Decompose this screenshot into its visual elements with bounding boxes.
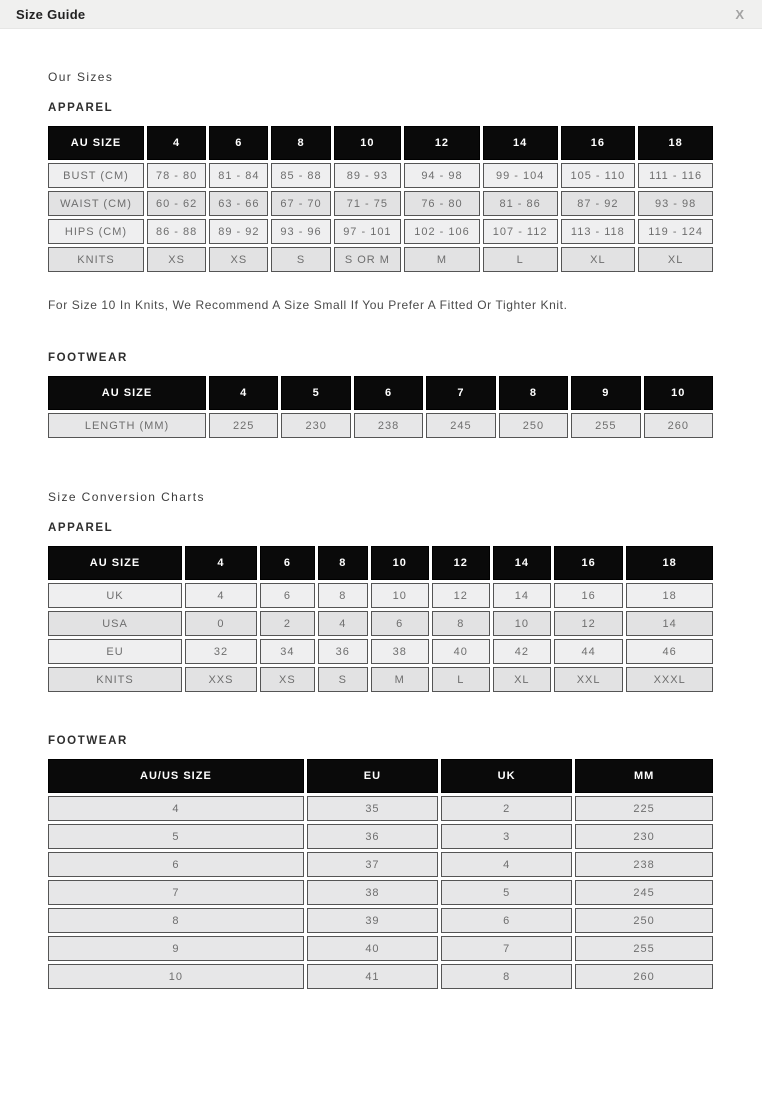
table-header-cell: 6 xyxy=(354,376,423,410)
table-cell: 7 xyxy=(441,936,572,961)
table-header-cell: 8 xyxy=(499,376,568,410)
table-row xyxy=(48,908,713,933)
size-table xyxy=(45,123,716,275)
table-cell: 10 xyxy=(48,964,304,989)
table-cell: 105 - 110 xyxy=(561,163,636,188)
table-cell: 230 xyxy=(575,824,713,849)
table-cell: 78 - 80 xyxy=(147,163,206,188)
table-header-cell: 5 xyxy=(281,376,350,410)
table-header-cell: 18 xyxy=(638,126,713,160)
our-sizes-footwear-table xyxy=(48,373,713,441)
table-cell: 71 - 75 xyxy=(334,191,401,216)
table-cell: 18 xyxy=(626,583,713,608)
table-cell: 36 xyxy=(307,824,438,849)
table-header-cell: AU SIZE xyxy=(48,126,144,160)
table-cell: 250 xyxy=(499,413,568,438)
table-cell: 40 xyxy=(432,639,490,664)
table-cell: 97 - 101 xyxy=(334,219,401,244)
table-header-cell: 16 xyxy=(561,126,636,160)
table-header-cell: 14 xyxy=(493,546,551,580)
table-cell: 99 - 104 xyxy=(483,163,558,188)
table-row xyxy=(48,936,713,961)
table-cell: XXS xyxy=(185,667,257,692)
table-cell: 81 - 84 xyxy=(209,163,268,188)
table-cell: M xyxy=(404,247,480,272)
table-cell: 4 xyxy=(185,583,257,608)
table-header-cell: 10 xyxy=(371,546,429,580)
table-cell: 111 - 116 xyxy=(638,163,713,188)
table-cell: 34 xyxy=(260,639,315,664)
table-cell: 255 xyxy=(571,413,640,438)
table-cell: 38 xyxy=(371,639,429,664)
table-cell: 119 - 124 xyxy=(638,219,713,244)
table-cell: 245 xyxy=(426,413,495,438)
table-row xyxy=(48,639,713,664)
table-header-cell: 10 xyxy=(334,126,401,160)
table-row xyxy=(48,219,713,244)
table-cell: 225 xyxy=(575,796,713,821)
table-header-cell: UK xyxy=(441,759,572,793)
table-header-cell: 4 xyxy=(185,546,257,580)
table-cell: 9 xyxy=(48,936,304,961)
table-cell: 40 xyxy=(307,936,438,961)
table-cell: 8 xyxy=(441,964,572,989)
table-cell: 16 xyxy=(554,583,623,608)
table-cell: WAIST (CM) xyxy=(48,191,144,216)
table-cell: 6 xyxy=(48,852,304,877)
table-row xyxy=(48,191,713,216)
table-cell: 37 xyxy=(307,852,438,877)
knits-note: For Size 10 In Knits, We Recommend A Size Small If You Prefer A Fitted Or Tighter Knit. xyxy=(48,298,568,312)
table-cell: 2 xyxy=(441,796,572,821)
table-cell: 35 xyxy=(307,796,438,821)
table-cell: 250 xyxy=(575,908,713,933)
table-header-cell: AU SIZE xyxy=(48,546,182,580)
table-row xyxy=(48,667,713,692)
conversion-apparel-table xyxy=(48,543,713,695)
apparel-label: APPAREL xyxy=(48,102,114,114)
table-cell: XS xyxy=(209,247,268,272)
table-cell: 225 xyxy=(209,413,278,438)
table-row xyxy=(48,852,713,877)
table-header-cell: 6 xyxy=(260,546,315,580)
table-cell: 10 xyxy=(493,611,551,636)
size-table xyxy=(45,543,716,695)
table-cell: XL xyxy=(638,247,713,272)
table-cell: L xyxy=(483,247,558,272)
table-cell: 14 xyxy=(626,611,713,636)
table-cell: 39 xyxy=(307,908,438,933)
table-cell: 2 xyxy=(260,611,315,636)
our-sizes-apparel-table xyxy=(48,123,713,275)
table-cell: BUST (CM) xyxy=(48,163,144,188)
table-cell: 63 - 66 xyxy=(209,191,268,216)
modal-title: Size Guide xyxy=(16,6,86,22)
table-cell: 89 - 92 xyxy=(209,219,268,244)
table-cell: XL xyxy=(561,247,636,272)
table-header-cell: 8 xyxy=(271,126,330,160)
table-cell: L xyxy=(432,667,490,692)
table-cell: 93 - 96 xyxy=(271,219,330,244)
table-cell: 60 - 62 xyxy=(147,191,206,216)
table-row xyxy=(48,964,713,989)
table-header-cell: 12 xyxy=(432,546,490,580)
table-cell: 10 xyxy=(371,583,429,608)
table-cell: HIPS (CM) xyxy=(48,219,144,244)
modal-header xyxy=(0,0,762,29)
table-cell: 102 - 106 xyxy=(404,219,480,244)
table-header-row xyxy=(48,546,713,580)
table-header-cell: MM xyxy=(575,759,713,793)
table-header-cell: 4 xyxy=(147,126,206,160)
table-row xyxy=(48,611,713,636)
size-table xyxy=(45,756,716,992)
table-cell: 260 xyxy=(644,413,713,438)
table-cell: S xyxy=(271,247,330,272)
table-cell: 41 xyxy=(307,964,438,989)
table-cell: 46 xyxy=(626,639,713,664)
table-cell: 5 xyxy=(48,824,304,849)
conversion-footwear-label: FOOTWEAR xyxy=(48,735,128,747)
table-cell: 113 - 118 xyxy=(561,219,636,244)
table-row xyxy=(48,163,713,188)
table-header-cell: 14 xyxy=(483,126,558,160)
table-cell: 14 xyxy=(493,583,551,608)
table-cell: 238 xyxy=(575,852,713,877)
table-header-cell: 10 xyxy=(644,376,713,410)
table-header-row xyxy=(48,376,713,410)
conversion-apparel-label: APPAREL xyxy=(48,522,114,534)
table-cell: KNITS xyxy=(48,667,182,692)
table-cell: 44 xyxy=(554,639,623,664)
table-cell: 76 - 80 xyxy=(404,191,480,216)
table-row xyxy=(48,583,713,608)
table-cell: M xyxy=(371,667,429,692)
table-cell: 8 xyxy=(432,611,490,636)
table-header-cell: EU xyxy=(307,759,438,793)
table-cell: 107 - 112 xyxy=(483,219,558,244)
table-cell: 8 xyxy=(48,908,304,933)
table-cell: 87 - 92 xyxy=(561,191,636,216)
table-cell: 12 xyxy=(554,611,623,636)
table-cell: 81 - 86 xyxy=(483,191,558,216)
table-cell: 38 xyxy=(307,880,438,905)
table-cell: 4 xyxy=(441,852,572,877)
size-table xyxy=(45,373,716,441)
table-header-cell: 6 xyxy=(209,126,268,160)
conversion-footwear-table xyxy=(48,756,713,992)
table-cell: 4 xyxy=(318,611,368,636)
table-cell: S xyxy=(318,667,368,692)
table-cell: XXL xyxy=(554,667,623,692)
table-cell: 6 xyxy=(260,583,315,608)
table-cell: XL xyxy=(493,667,551,692)
table-cell: 85 - 88 xyxy=(271,163,330,188)
table-row xyxy=(48,413,713,438)
table-header-cell: 18 xyxy=(626,546,713,580)
table-cell: 260 xyxy=(575,964,713,989)
table-header-row xyxy=(48,126,713,160)
table-cell: 42 xyxy=(493,639,551,664)
table-cell: 94 - 98 xyxy=(404,163,480,188)
table-header-cell: AU/US SIZE xyxy=(48,759,304,793)
our-sizes-heading: Our Sizes xyxy=(48,70,114,84)
table-cell: XS xyxy=(260,667,315,692)
table-cell: XXXL xyxy=(626,667,713,692)
table-row xyxy=(48,880,713,905)
table-cell: UK xyxy=(48,583,182,608)
table-cell: 67 - 70 xyxy=(271,191,330,216)
table-cell: KNITS xyxy=(48,247,144,272)
table-header-cell: AU SIZE xyxy=(48,376,206,410)
table-header-cell: 16 xyxy=(554,546,623,580)
table-cell: 36 xyxy=(318,639,368,664)
table-cell: 7 xyxy=(48,880,304,905)
table-row xyxy=(48,247,713,272)
table-header-cell: 7 xyxy=(426,376,495,410)
table-cell: 3 xyxy=(441,824,572,849)
table-header-cell: 12 xyxy=(404,126,480,160)
table-cell: 5 xyxy=(441,880,572,905)
table-row xyxy=(48,824,713,849)
table-row xyxy=(48,796,713,821)
table-cell: LENGTH (MM) xyxy=(48,413,206,438)
table-cell: 12 xyxy=(432,583,490,608)
table-cell: EU xyxy=(48,639,182,664)
table-cell: 230 xyxy=(281,413,350,438)
table-cell: 89 - 93 xyxy=(334,163,401,188)
table-cell: 8 xyxy=(318,583,368,608)
table-cell: 4 xyxy=(48,796,304,821)
table-header-cell: 9 xyxy=(571,376,640,410)
close-icon[interactable]: X xyxy=(735,6,744,22)
table-cell: 6 xyxy=(441,908,572,933)
table-cell: USA xyxy=(48,611,182,636)
footwear-label: FOOTWEAR xyxy=(48,352,128,364)
table-cell: 32 xyxy=(185,639,257,664)
table-cell: 86 - 88 xyxy=(147,219,206,244)
table-header-row xyxy=(48,759,713,793)
table-header-cell: 8 xyxy=(318,546,368,580)
table-cell: 238 xyxy=(354,413,423,438)
table-cell: 245 xyxy=(575,880,713,905)
table-cell: XS xyxy=(147,247,206,272)
modal-content xyxy=(0,29,762,1052)
table-cell: 93 - 98 xyxy=(638,191,713,216)
table-cell: S OR M xyxy=(334,247,401,272)
table-cell: 0 xyxy=(185,611,257,636)
table-cell: 6 xyxy=(371,611,429,636)
size-conversion-heading: Size Conversion Charts xyxy=(48,490,205,504)
table-header-cell: 4 xyxy=(209,376,278,410)
table-cell: 255 xyxy=(575,936,713,961)
